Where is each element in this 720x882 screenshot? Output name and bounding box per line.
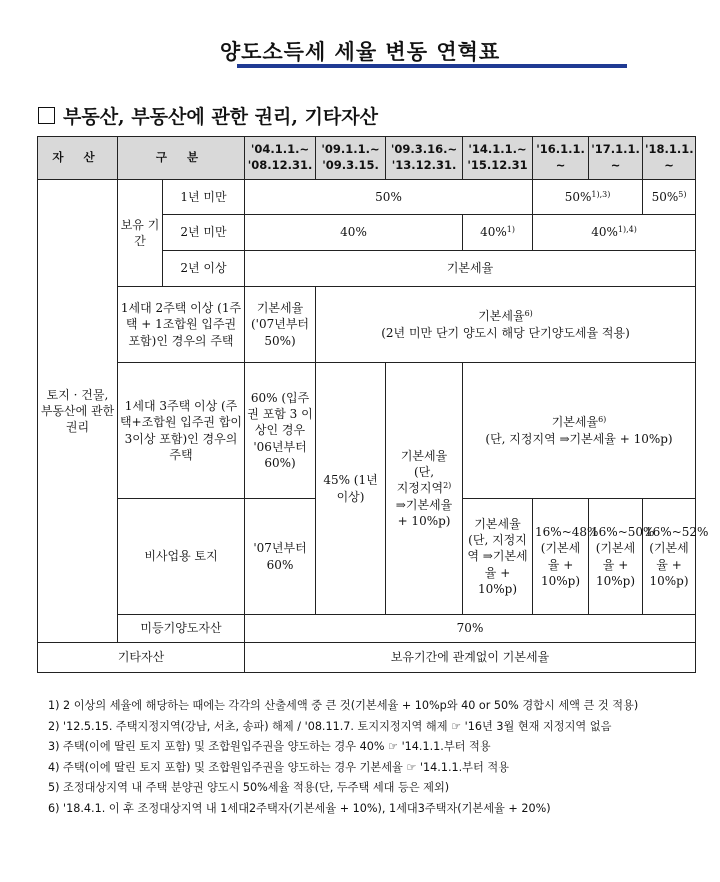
section-heading	[38, 102, 378, 129]
header-row	[38, 137, 696, 180]
footnote: 5) 조정대상지역 내 주택 분양권 양도시 50%세율 적용(단, 두주택 세대 등은 제외)	[48, 781, 450, 795]
header-period-7: '18.1.1. ~	[643, 137, 696, 180]
other-assets-rate: 보유기간에 관계없이 기본세율	[245, 643, 696, 673]
under-2y-rate-a: 40%	[245, 215, 463, 251]
unregistered-rate: 70%	[245, 615, 696, 643]
footnote: 6) '18.4.1. 이 후 조정대상지역 내 1세대2주택자(기본세율 + 10%), 1세대3주택자(기본세율 + 20%)	[48, 801, 551, 815]
under-2y-rate-c: 40%$^{1),4)}$	[533, 215, 696, 251]
header-period-2: '09.1.1.~ '09.3.15.	[316, 137, 386, 180]
asset-land-cell: 토지 · 건물, 부동산에 관한 권리	[38, 180, 118, 643]
title-underline	[237, 64, 627, 68]
nonbusiness-land-rate-a: '07년부터 60%	[245, 499, 316, 615]
holding-period-cell: 보유 기간	[118, 180, 163, 287]
other-assets-label: 기타자산	[38, 643, 245, 673]
under-2y-label: 2년 미만	[163, 215, 245, 251]
under-1y-label: 1년 미만	[163, 180, 245, 215]
header-period-1: '04.1.1.~ '08.12.31.	[245, 137, 316, 180]
header-category: 구 분	[118, 137, 245, 180]
footnotes	[48, 696, 638, 820]
row-unregistered	[38, 615, 696, 643]
nonbusiness-land-rate-e: 16%~52% (기본세율 + 10%p)	[643, 499, 696, 615]
two-house-rate-b: 기본세율$^{6)}$ (2년 미만 단기 양도시 해당 단기양도세율 적용)	[316, 287, 696, 363]
header-period-6: '17.1.1. ~	[589, 137, 643, 180]
under-1y-rate-b: 50%$^{1),3)}$	[533, 180, 643, 215]
row-other-assets	[38, 643, 696, 673]
three-house-rate-b: 45% (1년 이상)	[316, 363, 386, 615]
nonbusiness-land-rate-d: 16%~50% (기본세율 + 10%p)	[589, 499, 643, 615]
unregistered-label: 미등기양도자산	[118, 615, 245, 643]
under-1y-rate-c: 50%$^{5)}$	[643, 180, 696, 215]
row-three-house	[38, 363, 696, 499]
tax-rate-history-table	[37, 136, 709, 673]
header-period-5: '16.1.1. ~	[533, 137, 589, 180]
nonbusiness-land-label: 비사업용 토지	[118, 499, 245, 615]
footnote: 2) '12.5.15. 주택지정지역(강남, 서초, 송파) 해제 / '08.11.7. 토지지정지역 해제 ☞ '16년 3월 현재 지정지역 없음	[48, 719, 612, 733]
under-2y-rate-b: 40%$^{1)}$	[463, 215, 533, 251]
three-house-rate-c: 기본세율$^{6)}$ (단, 지정지역 ⇒기본세율 + 10%p)	[463, 363, 696, 499]
header-asset: 자 산	[38, 137, 118, 180]
three-house-label: 1세대 3주택 이상 (주택+조합원 입주권 합이 3이상 포함)인 경우의 주택	[118, 363, 245, 499]
nonbusiness-land-rate-b: 기본세율 (단, 지정지역 ⇒기본세율 + 10%p)	[463, 499, 533, 615]
empty-square-icon	[38, 107, 55, 124]
footnote: 4) 주택(이에 딸린 토지 포함) 및 조합원입주권을 양도하는 경우 기본세율 ☞ '14.1.1.부터 적용	[48, 760, 509, 774]
two-house-label: 1세대 2주택 이상 (1주택 + 1조합원 입주권 포함)인 경우의 주택	[118, 287, 245, 363]
header-period-3: '09.3.16.~ '13.12.31.	[386, 137, 463, 180]
footnote: 1) 2 이상의 세율에 해당하는 때에는 각각의 산출세액 중 큰 것(기본세율 + 10%p와 40 or 50% 경합시 세액 큰 것 적용)	[48, 699, 639, 712]
over-2y-rate: 기본세율	[245, 251, 696, 287]
nonbusiness-land-rate-c: 16%~48% (기본세율 + 10%p)	[533, 499, 589, 615]
under-1y-rate-a: 50%	[245, 180, 533, 215]
header-period-4: '14.1.1.~ '15.12.31	[463, 137, 533, 180]
merged-0913-rate: 기본세율 (단, 지정지역$^{2)}$ ⇒기본세율 + 10%p)	[386, 363, 463, 615]
row-under-1y	[38, 180, 696, 215]
two-house-rate-a: 기본세율 ('07년부터 50%)	[245, 287, 316, 363]
page-title: 양도소득세 세율 변동 연혁표	[219, 39, 501, 64]
section-heading-text: 부동산, 부동산에 관한 권리, 기타자산	[63, 106, 378, 128]
over-2y-label: 2년 이상	[163, 251, 245, 287]
row-two-house	[38, 287, 696, 363]
three-house-rate-a: 60% (입주권 포함 3 이상인 경우 '06년부터 60%)	[245, 363, 316, 499]
footnote: 3) 주택(이에 딸린 토지 포함) 및 조합원입주권을 양도하는 경우 40% ☞ '14.1.1.부터 적용	[48, 740, 491, 754]
